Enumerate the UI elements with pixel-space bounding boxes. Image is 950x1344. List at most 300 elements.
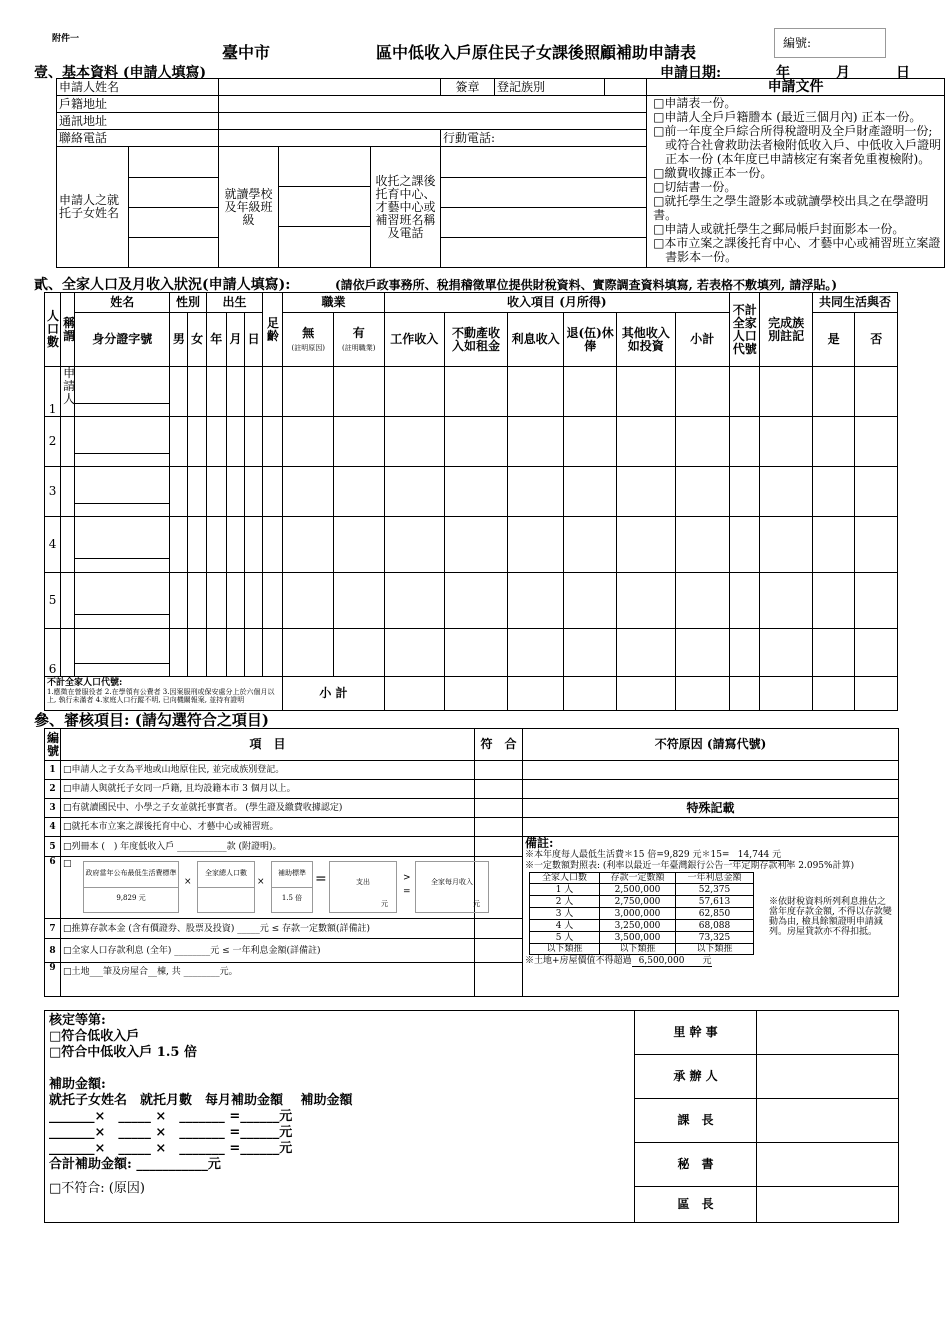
cell[interactable] xyxy=(855,517,898,573)
name-id-cell[interactable] xyxy=(75,629,170,677)
cell[interactable] xyxy=(507,573,564,629)
doc-item[interactable]: □繳費收據正本一份。 xyxy=(653,166,773,180)
h-job-yes-text: 有 xyxy=(352,325,365,340)
ok-cell[interactable] xyxy=(475,780,523,799)
special-label: 特殊記載 xyxy=(523,799,899,818)
cell[interactable] xyxy=(61,629,75,677)
amount-line[interactable]: _______× _____ × _______ =______元 xyxy=(49,1125,293,1140)
cell[interactable] xyxy=(188,467,206,517)
phone-field[interactable] xyxy=(219,130,441,147)
cell[interactable] xyxy=(507,467,564,517)
cell[interactable] xyxy=(760,517,813,573)
docs-list xyxy=(647,96,945,268)
row-number: 6 xyxy=(45,629,61,677)
school-label: 就讀學校及年級班級 xyxy=(219,147,279,268)
cell[interactable] xyxy=(170,517,188,573)
formula-expense-box xyxy=(329,861,397,913)
reason-cell[interactable] xyxy=(523,761,899,780)
doc-item[interactable]: □本市立案之課後托育中心、才藝中心或補習班立案證 xyxy=(653,236,941,250)
cell[interactable] xyxy=(263,417,283,467)
td: 62,850 xyxy=(676,908,754,920)
cell[interactable] xyxy=(226,517,244,573)
cell[interactable] xyxy=(283,517,334,573)
cell[interactable] xyxy=(675,677,730,711)
cell[interactable] xyxy=(188,417,206,467)
h-age: 足齡 xyxy=(263,293,283,367)
apply-date-label: 申請日期: xyxy=(660,65,722,81)
formula-ratio: 補助標準 xyxy=(278,869,306,877)
total-amount[interactable]: 合計補助金額: ___________元 xyxy=(49,1157,221,1172)
phone-label: 聯絡電話 xyxy=(57,130,219,147)
doc-item[interactable]: □切結書一份。 xyxy=(653,180,737,194)
cell[interactable] xyxy=(333,417,384,467)
cell[interactable] xyxy=(616,629,675,677)
h-ok: 符 合 xyxy=(475,729,523,761)
item-no: 9 xyxy=(45,963,61,997)
cell[interactable] xyxy=(855,367,898,417)
cell[interactable] xyxy=(675,573,730,629)
h-yes: 是 xyxy=(812,313,854,367)
center-fields[interactable] xyxy=(441,147,647,268)
section3-title: 參、審核項目: (請勾選符合之項目) xyxy=(34,711,269,729)
household-income-table xyxy=(44,292,898,711)
cell[interactable] xyxy=(283,367,334,417)
cell[interactable] xyxy=(170,467,188,517)
cell[interactable] xyxy=(283,417,334,467)
amount-line[interactable]: _______× _____ × _______ =______元 xyxy=(49,1141,293,1156)
review-item[interactable]: □列冊本 ( ) 年度低收入戶 ___________款 (附證明)。 xyxy=(61,837,475,857)
cell[interactable] xyxy=(61,417,75,467)
item-no: 4 xyxy=(45,818,61,837)
item-no: 7 xyxy=(45,919,61,939)
td: 以下類推 xyxy=(600,944,676,955)
cell[interactable] xyxy=(384,629,445,677)
cell[interactable] xyxy=(384,467,445,517)
review-item-formula[interactable] xyxy=(61,857,480,919)
remark4-value: 6,500,000 xyxy=(632,956,692,967)
cell[interactable] xyxy=(616,573,675,629)
cell[interactable] xyxy=(283,467,334,517)
review-item[interactable]: □土地___筆及房屋合__棟, 共 ________元。 xyxy=(61,963,475,997)
cell[interactable] xyxy=(507,367,564,417)
cell[interactable] xyxy=(445,417,508,467)
cell[interactable] xyxy=(283,573,334,629)
formula-ratio-val: 1.5 倍 xyxy=(272,887,312,902)
signer-label: 課 長 xyxy=(635,1099,757,1143)
year-label: 年 xyxy=(776,65,790,81)
cell[interactable] xyxy=(675,517,730,573)
review-item[interactable]: □有就讀國民中、小學之子女並就托事實者。 (學生證及繳費收據認定) xyxy=(61,799,475,818)
cell[interactable] xyxy=(206,573,226,629)
cell[interactable] xyxy=(245,629,263,677)
cell[interactable] xyxy=(333,573,384,629)
cell[interactable] xyxy=(226,467,244,517)
formula-monthly: 全家每月收入 xyxy=(431,878,473,886)
cell[interactable] xyxy=(730,517,760,573)
table-row xyxy=(45,467,898,517)
cell[interactable] xyxy=(730,467,760,517)
cell[interactable] xyxy=(760,677,813,711)
formula-yuan: 元 xyxy=(381,900,388,908)
td: 3,250,000 xyxy=(600,920,676,932)
td: 3,500,000 xyxy=(600,932,676,944)
cell[interactable] xyxy=(616,367,675,417)
table-row xyxy=(45,367,898,417)
name-id-cell[interactable] xyxy=(75,367,170,417)
cell[interactable] xyxy=(283,629,334,677)
household-addr-label: 戶籍地址 xyxy=(57,96,219,113)
cell[interactable] xyxy=(812,677,854,711)
cell[interactable] xyxy=(675,417,730,467)
cell[interactable] xyxy=(445,629,508,677)
td: 5 人 xyxy=(530,932,600,944)
cell[interactable] xyxy=(812,467,854,517)
h-work: 工作收入 xyxy=(384,313,445,367)
ok-cell[interactable] xyxy=(475,799,523,818)
cell[interactable] xyxy=(616,517,675,573)
cell[interactable] xyxy=(384,517,445,573)
doc-item[interactable]: □申請表一份。 xyxy=(653,96,737,110)
ok-cell[interactable] xyxy=(475,818,523,837)
cell[interactable] xyxy=(730,629,760,677)
signer-label: 秘 書 xyxy=(635,1143,757,1187)
cell[interactable] xyxy=(245,467,263,517)
cell[interactable] xyxy=(855,573,898,629)
reason-cell[interactable] xyxy=(523,780,899,799)
remark-title: 備註: xyxy=(525,836,554,850)
formula-people: 全家總人口數 xyxy=(205,869,247,877)
h-live: 共同生活與否 xyxy=(812,293,897,313)
cell[interactable] xyxy=(263,573,283,629)
cell[interactable] xyxy=(507,417,564,467)
table-row xyxy=(45,517,898,573)
cell[interactable] xyxy=(245,573,263,629)
day-label: 日 xyxy=(896,65,910,81)
cell[interactable] xyxy=(855,629,898,677)
h-rent: 不動產收入如租金 xyxy=(445,313,508,367)
remark1-value: 14,744 元 xyxy=(729,850,789,861)
cell[interactable] xyxy=(445,677,508,711)
exclude-title: 不計全家人口代號: xyxy=(47,678,123,688)
h-name: 姓名 xyxy=(75,293,170,313)
td: 57,613 xyxy=(676,896,754,908)
subtotal-label: 小 計 xyxy=(283,677,384,711)
cell[interactable] xyxy=(760,467,813,517)
cell[interactable] xyxy=(263,517,283,573)
cell[interactable] xyxy=(760,573,813,629)
th: 全家人口數 xyxy=(530,873,600,884)
cell[interactable] xyxy=(616,467,675,517)
doc-item[interactable]: □就托學生之學生證影本或就讀學校出具之在學證明書。 xyxy=(653,194,929,222)
grade-opt2[interactable]: □符合中低收入戶 1.5 倍 xyxy=(49,1045,197,1060)
cell[interactable] xyxy=(263,467,283,517)
center-label: 收托之課後托育中心、才藝中心或補習班名稱及電話 xyxy=(371,147,441,268)
th: 存款一定數額 xyxy=(600,873,676,884)
cell[interactable] xyxy=(333,467,384,517)
serial-box[interactable] xyxy=(774,28,886,58)
cell[interactable] xyxy=(616,417,675,467)
docs-title: 申請文件 xyxy=(647,79,945,96)
cell[interactable] xyxy=(333,517,384,573)
reject-option[interactable]: □不符合: (原因) xyxy=(49,1181,145,1196)
signer-sign-cell[interactable] xyxy=(757,1187,899,1223)
doc-item[interactable]: □申請人全戶戶籍謄本 (最近三個月內) 正本一份。 xyxy=(653,110,922,124)
cell[interactable] xyxy=(170,573,188,629)
review-item[interactable]: □申請人與就托子女同一戶籍, 且均設籍本市 3 個月以上。 xyxy=(61,780,475,799)
ok-cell[interactable] xyxy=(475,919,523,939)
cell[interactable] xyxy=(564,629,617,677)
children-name-label: 申請人之就托子女姓名 xyxy=(57,147,129,268)
h-exclude: 不計全家人口代號 xyxy=(730,293,760,367)
item-no: 1 xyxy=(45,761,61,780)
cell[interactable] xyxy=(855,677,898,711)
ethnic-field[interactable] xyxy=(605,79,647,96)
h-year: 年 xyxy=(206,313,226,367)
ok-cell[interactable] xyxy=(475,963,523,997)
cell[interactable] xyxy=(170,417,188,467)
cell[interactable] xyxy=(226,629,244,677)
form-title: 區中低收入戶原住民子女課後照顧補助申請表 xyxy=(376,43,697,62)
review-item[interactable]: □就托本市立案之課後托育中心、才藝中心或補習班。 xyxy=(61,818,475,837)
applicant-name-label: 申請人姓名 xyxy=(57,79,219,96)
cell[interactable] xyxy=(384,677,445,711)
section2-note: (請依戶政事務所、稅捐稽徵單位提供財稅資料、實際調查資料填寫, 若表格不敷填列, 請浮貼。) xyxy=(335,278,838,292)
cell[interactable] xyxy=(675,367,730,417)
h-no: 否 xyxy=(855,313,898,367)
doc-item[interactable]: □申請人或就托學生之郵局帳戶封面影本一份。 xyxy=(653,222,905,236)
amount-title: 補助金額: xyxy=(49,1077,106,1092)
cell[interactable] xyxy=(730,367,760,417)
table-row xyxy=(45,629,898,677)
remark-line3: ※依財稅資料所列利息推估之當年度存款金額, 不得以存款變動為由, 檢具餘額證明申請減列。房屋貸款亦不得扣抵。 xyxy=(769,897,892,937)
ok-cell[interactable] xyxy=(475,939,523,963)
td: 3,000,000 xyxy=(600,908,676,920)
grade-opt1[interactable]: □符合低收入戶 xyxy=(49,1029,140,1044)
serial-label: 編號: xyxy=(783,36,812,50)
h-other: 其他收入如投資 xyxy=(616,313,675,367)
exclude-note: 1.應徵在營服役者 2.在學領有公費者 3.因案服刑或保安處分上於六個月以上, 執行未滿者 4.家庭人口行蹤不明, 已向機關報案, 並持有證明 xyxy=(47,688,275,704)
signer-label: 區 長 xyxy=(635,1187,757,1223)
cell[interactable] xyxy=(564,517,617,573)
h-title: 稱謂 xyxy=(61,293,75,367)
item-no: 5 xyxy=(45,837,61,857)
cell[interactable] xyxy=(564,573,617,629)
name-id-cell[interactable] xyxy=(75,467,170,517)
cell[interactable] xyxy=(445,467,508,517)
h-birth: 出生 xyxy=(206,293,263,313)
cell[interactable] xyxy=(333,629,384,677)
cell[interactable] xyxy=(564,417,617,467)
h-sex: 性別 xyxy=(170,293,206,313)
row-number: 1 xyxy=(45,367,61,417)
cell[interactable] xyxy=(170,629,188,677)
cell[interactable] xyxy=(226,417,244,467)
cell[interactable] xyxy=(384,573,445,629)
cell[interactable] xyxy=(445,573,508,629)
h-job-no-text: 無 xyxy=(302,325,315,340)
household-addr-field[interactable] xyxy=(219,96,647,113)
cell[interactable] xyxy=(812,573,854,629)
formula-people-box xyxy=(197,861,255,913)
name-id-cell[interactable] xyxy=(75,517,170,573)
remark4-text: ※土地+房屋價值不得超過 xyxy=(525,956,632,966)
th: 一年利息金額 xyxy=(676,873,754,884)
section2-title: 貳、全家人口及月收入狀況(申請人填寫): xyxy=(34,277,291,293)
table-row xyxy=(45,573,898,629)
cell[interactable] xyxy=(564,677,617,711)
h-ethnic: 完成族別註記 xyxy=(760,293,813,367)
ok-cell[interactable] xyxy=(475,837,523,857)
cell[interactable] xyxy=(730,417,760,467)
cell[interactable] xyxy=(507,677,564,711)
td: 2 人 xyxy=(530,896,600,908)
cell[interactable] xyxy=(507,517,564,573)
formula-expense: 支出 xyxy=(356,878,370,886)
cell[interactable] xyxy=(445,367,508,417)
h-no: 編號 xyxy=(45,729,61,761)
cell[interactable] xyxy=(564,367,617,417)
cell[interactable] xyxy=(206,629,226,677)
cell[interactable] xyxy=(812,517,854,573)
td: 2,500,000 xyxy=(600,884,676,896)
cell[interactable] xyxy=(445,517,508,573)
row-number: 5 xyxy=(45,573,61,629)
cell[interactable] xyxy=(616,677,675,711)
cell[interactable] xyxy=(226,367,244,417)
formula-std: 政府當年公布最低生活費標準 xyxy=(85,869,177,877)
formula-monthly-box xyxy=(415,861,489,913)
cell[interactable] xyxy=(760,367,813,417)
approval-left xyxy=(45,1011,635,1223)
mobile-label[interactable]: 行動電話: xyxy=(441,130,647,147)
times-sign: × xyxy=(257,877,265,887)
item-no: 2 xyxy=(45,780,61,799)
formula-yuan: 元 xyxy=(473,900,480,908)
h-job-no-note: (註明原因) xyxy=(291,343,325,352)
ethnic-label: 登記族別 xyxy=(495,79,605,96)
h-job-yes-note: (註明職業) xyxy=(342,343,376,352)
cell[interactable] xyxy=(206,517,226,573)
remarks-cell xyxy=(523,837,899,997)
signer-sign-cell[interactable] xyxy=(757,1099,899,1143)
signer-sign-cell[interactable] xyxy=(757,1011,899,1055)
review-item[interactable]: □全家人口存款利息 (全年) ________元 ≤ 一年利息金額(詳備註) xyxy=(61,939,475,963)
amount-line[interactable]: _______× _____ × _______ =______元 xyxy=(49,1109,293,1124)
cell[interactable] xyxy=(730,677,760,711)
td: 以下類推 xyxy=(676,944,754,955)
h-job-no xyxy=(283,313,334,367)
cell[interactable] xyxy=(188,517,206,573)
td: 4 人 xyxy=(530,920,600,932)
cell[interactable] xyxy=(188,573,206,629)
cell[interactable] xyxy=(730,573,760,629)
mail-addr-field[interactable] xyxy=(219,113,647,130)
h-month: 月 xyxy=(226,313,244,367)
cell[interactable] xyxy=(206,467,226,517)
cell[interactable] xyxy=(812,417,854,467)
cell[interactable] xyxy=(188,367,206,417)
cell[interactable] xyxy=(245,367,263,417)
signer-sign-cell[interactable] xyxy=(757,1055,899,1099)
month-label: 月 xyxy=(836,65,850,81)
item-no: 8 xyxy=(45,939,61,963)
gt-sign: > xyxy=(403,873,411,883)
cell[interactable] xyxy=(333,367,384,417)
cell[interactable] xyxy=(675,467,730,517)
cell[interactable] xyxy=(564,467,617,517)
cell[interactable] xyxy=(206,417,226,467)
formula-ratio-box xyxy=(271,861,313,913)
item-no: 3 xyxy=(45,799,61,818)
cell[interactable] xyxy=(226,573,244,629)
cell[interactable] xyxy=(263,629,283,677)
cell[interactable] xyxy=(812,367,854,417)
cell[interactable] xyxy=(675,629,730,677)
remark-line1 xyxy=(525,850,896,861)
td: 1 人 xyxy=(530,884,600,896)
cell[interactable] xyxy=(188,629,206,677)
review-item[interactable]: □申請人之子女為平地或山地原住民, 並完成族別登記。 xyxy=(61,761,475,780)
td: 52,375 xyxy=(676,884,754,896)
h-pension: 退(伍)休俸 xyxy=(564,313,617,367)
formula-checkbox[interactable]: □ xyxy=(63,859,72,869)
remark1-text: ※本年度每人最低生活費＊15 倍=9,829 元＊15= xyxy=(525,850,730,860)
row-number: 4 xyxy=(45,517,61,573)
cell[interactable] xyxy=(855,417,898,467)
cell[interactable] xyxy=(855,467,898,517)
doc-item: 正本一份 (本年度已申請核定有案者免重複檢附)。 xyxy=(653,152,931,166)
cell[interactable] xyxy=(507,629,564,677)
review-item[interactable]: □推算存款本金 (含有價證券、股票及投資) _____元 ≤ 存款一定數額(詳備註) xyxy=(61,919,475,939)
h-day: 日 xyxy=(245,313,263,367)
cell[interactable] xyxy=(61,517,75,573)
row-number: 2 xyxy=(45,417,61,467)
cell[interactable] xyxy=(170,367,188,417)
cell[interactable] xyxy=(760,629,813,677)
td: 以下類推 xyxy=(530,944,600,955)
cell[interactable] xyxy=(384,417,445,467)
amount-head: 就托子女姓名 就托月數 每月補助金額 補助金額 xyxy=(49,1093,353,1108)
cell[interactable] xyxy=(263,367,283,417)
name-id-cell[interactable] xyxy=(75,417,170,467)
signer-sign-cell[interactable] xyxy=(757,1143,899,1187)
children-name-fields[interactable] xyxy=(129,147,219,268)
name-id-cell[interactable] xyxy=(75,573,170,629)
cell[interactable] xyxy=(245,517,263,573)
grade-label: 核定等第: xyxy=(49,1013,106,1028)
applicant-name-field[interactable] xyxy=(219,79,441,96)
td: 2,750,000 xyxy=(600,896,676,908)
school-fields[interactable] xyxy=(279,147,371,268)
cell[interactable] xyxy=(812,629,854,677)
approval-table xyxy=(44,1010,899,1223)
cell[interactable] xyxy=(384,367,445,417)
cell[interactable] xyxy=(245,417,263,467)
basic-info-table xyxy=(56,78,945,268)
doc-item: 或符合社會救助法者檢附低收入戶、中低收入戶證明 xyxy=(653,138,942,152)
h-income: 收入項目 (月所得) xyxy=(384,293,730,313)
ok-cell[interactable] xyxy=(475,761,523,780)
cell[interactable] xyxy=(61,573,75,629)
cell[interactable] xyxy=(206,367,226,417)
td: 68,088 xyxy=(676,920,754,932)
cell[interactable] xyxy=(61,467,75,517)
doc-item[interactable]: □前一年度全戶綜合所得稅證明及全戶財產證明一份; xyxy=(653,124,933,138)
special-cell[interactable] xyxy=(523,818,899,837)
item-no: 6 xyxy=(45,857,61,919)
deposit-table xyxy=(529,872,754,955)
cell[interactable] xyxy=(760,417,813,467)
